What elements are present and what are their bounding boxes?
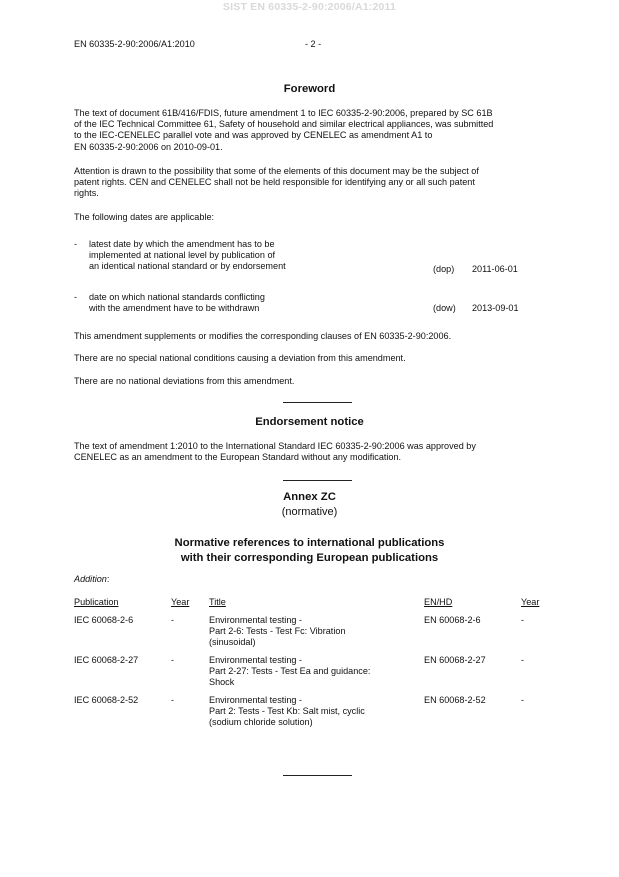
title-line: (sodium chloride solution): [209, 717, 313, 728]
cell-year: -: [171, 695, 175, 705]
cell-title: [209, 695, 365, 729]
annex-subtitle: (normative): [281, 506, 338, 518]
date-code: (dow): [433, 303, 456, 313]
foreword-paragraph-2: [74, 166, 561, 200]
section-divider: [283, 480, 352, 481]
title-line: (sinusoidal): [209, 637, 256, 648]
cell-title: [209, 615, 345, 649]
cell-en-hd: EN 60068-2-6: [424, 615, 481, 625]
foreword-paragraph-4: There are no special national conditions causing a deviation from this amendment.: [74, 353, 406, 363]
column-header-publication: Publication: [74, 597, 119, 607]
cell-year-2: -: [521, 695, 525, 705]
heading-line: Normative references to international publications: [174, 537, 445, 549]
text-line: EN 60335-2-90:2006 on 2010-09-01.: [74, 141, 223, 152]
text-line: to the IEC-CENELEC parallel vote and was approved by CENELEC as amendment A1 to: [74, 130, 433, 141]
dates-intro: The following dates are applicable:: [74, 212, 215, 222]
date-item-text: [89, 239, 419, 273]
heading-line: with their corresponding European publications: [180, 551, 439, 564]
addition-label: [74, 574, 109, 585]
text-line: The text of amendment 1:2010 to the International Standard IEC 60335-2-90:2006 was approved by: [74, 441, 476, 451]
date-value: 2013-09-01: [472, 303, 519, 313]
cell-title: [209, 655, 370, 689]
section-divider: [283, 402, 352, 403]
list-dash: -: [74, 239, 78, 249]
text-line: implemented at national level by publication of: [89, 250, 276, 261]
column-header-en-hd: EN/HD: [424, 597, 453, 607]
list-dash: -: [74, 292, 78, 302]
foreword-paragraph-3: This amendment supplements or modifies the corresponding clauses of EN 60335-2-90:2006.: [74, 331, 452, 341]
cell-year: -: [171, 615, 175, 625]
text-line: The text of document 61B/416/FDIS, future amendment 1 to IEC 60335-2-90:2006, prepared by SC 61B: [74, 108, 493, 118]
date-item-text: [89, 292, 419, 314]
date-value: 2011-06-01: [472, 264, 518, 274]
text-line: an identical national standard or by endorsement: [89, 261, 286, 272]
date-code: (dop): [433, 264, 455, 274]
cell-year: -: [171, 655, 175, 665]
column-header-title: Title: [209, 597, 226, 607]
text-line: date on which national standards conflicting: [89, 292, 265, 302]
text-line: patent rights. CEN and CENELEC shall not be held responsible for identifying any or all such patent: [74, 177, 475, 188]
title-line: Environmental testing -: [209, 695, 303, 705]
cell-publication: IEC 60068-2-6: [74, 615, 134, 625]
document-reference: EN 60335-2-90:2006/A1:2010: [74, 39, 195, 49]
addition-word: Addition: [74, 574, 107, 584]
title-line: Part 2-6: Tests - Test Fc: Vibration: [209, 626, 346, 637]
cell-year-2: -: [521, 615, 525, 625]
text-line: CENELEC as an amendment to the European Standard without any modification.: [74, 452, 402, 463]
foreword-title: Foreword: [283, 83, 336, 95]
title-line: Environmental testing -: [209, 615, 303, 625]
text-line: of the IEC Technical Committee 61, Safety of household and similar electrical appliances, was submitted: [74, 119, 494, 130]
text-line: with the amendment have to be withdrawn: [89, 303, 260, 314]
watermark: SIST EN 60335-2-90:2006/A1:2011: [222, 1, 397, 13]
end-divider: [283, 775, 352, 776]
title-line: Shock: [209, 677, 235, 688]
annex-title: Annex ZC: [283, 491, 336, 503]
column-header-year: Year: [171, 597, 190, 607]
cell-publication: IEC 60068-2-52: [74, 695, 139, 705]
text-line: rights.: [74, 188, 99, 199]
annex-heading: [0, 536, 619, 565]
endorsement-title: Endorsement notice: [255, 416, 364, 428]
endorsement-text: [74, 441, 561, 463]
cell-en-hd: EN 60068-2-52: [424, 695, 486, 705]
foreword-paragraph-5: There are no national deviations from this amendment.: [74, 376, 295, 386]
page-number: - 2 -: [305, 39, 322, 49]
title-line: Environmental testing -: [209, 655, 303, 665]
foreword-paragraph-1: [74, 108, 561, 153]
column-header-year-2: Year: [521, 597, 540, 607]
addition-colon: :: [106, 574, 110, 584]
text-line: latest date by which the amendment has to be: [89, 239, 275, 249]
cell-en-hd: EN 60068-2-27: [424, 655, 486, 665]
cell-publication: IEC 60068-2-27: [74, 655, 139, 665]
text-line: Attention is drawn to the possibility that some of the elements of this document may be the subject of: [74, 166, 479, 176]
title-line: Part 2: Tests - Test Kb: Salt mist, cyclic: [209, 706, 365, 717]
title-line: Part 2-27: Tests - Test Ea and guidance:: [209, 666, 371, 677]
cell-year-2: -: [521, 655, 525, 665]
